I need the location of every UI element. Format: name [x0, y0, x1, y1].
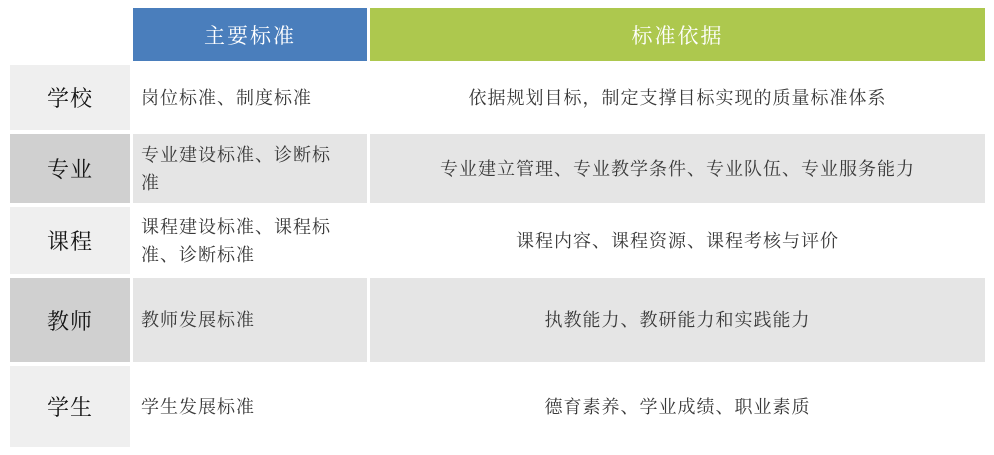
main-standard-cell: 专业建设标准、诊断标准 [133, 134, 367, 203]
row-label-course: 课程 [10, 207, 130, 274]
basis-cell: 依据规划目标，制定支撑目标实现的质量标准体系 [370, 65, 985, 130]
main-standard-cell: 学生发展标准 [133, 366, 367, 447]
basis-cell: 专业建立管理、专业教学条件、专业队伍、专业服务能力 [370, 134, 985, 203]
main-standard-cell: 岗位标准、制度标准 [133, 65, 367, 130]
main-standard-cell: 教师发展标准 [133, 278, 367, 362]
header-corner-spacer [10, 8, 130, 61]
header-main-standards: 主要标准 [133, 8, 367, 61]
main-standard-cell: 课程建设标准、课程标准、诊断标准 [133, 207, 367, 274]
row-label-major: 专业 [10, 134, 130, 203]
header-standard-basis: 标准依据 [370, 8, 985, 61]
standards-table [10, 8, 985, 447]
basis-cell: 执教能力、教研能力和实践能力 [370, 278, 985, 362]
row-label-student: 学生 [10, 366, 130, 447]
basis-cell: 德育素养、学业成绩、职业素质 [370, 366, 985, 447]
row-label-school: 学校 [10, 65, 130, 130]
basis-cell: 课程内容、课程资源、课程考核与评价 [370, 207, 985, 274]
row-label-teacher: 教师 [10, 278, 130, 362]
